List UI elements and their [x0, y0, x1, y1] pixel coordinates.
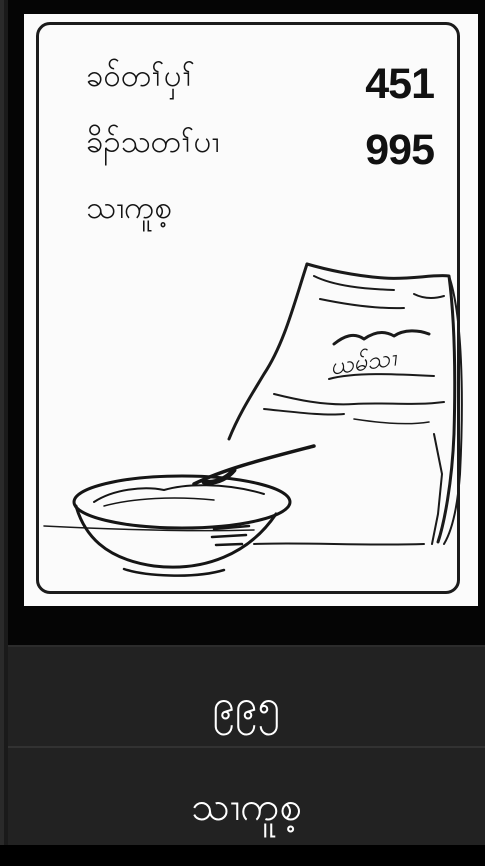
- card-number-display: ၉၉၅: [212, 682, 281, 728]
- card-display: [8, 0, 485, 645]
- sack-label: ယမ်သၢ: [328, 343, 398, 381]
- card-label-2: ခိၣ်သတၢ်ပၢ: [86, 124, 220, 160]
- card-label-3: သၢကူစ့: [86, 190, 172, 226]
- card-number-1: 451: [365, 60, 434, 108]
- card-number-2: 995: [365, 126, 434, 174]
- card-info-panel: [8, 645, 485, 845]
- card-name-display: သၢကူစ့: [191, 784, 302, 830]
- card[interactable]: [24, 14, 478, 606]
- card-label-1: ခဝ်တၢ်ပှၢ်: [86, 58, 195, 94]
